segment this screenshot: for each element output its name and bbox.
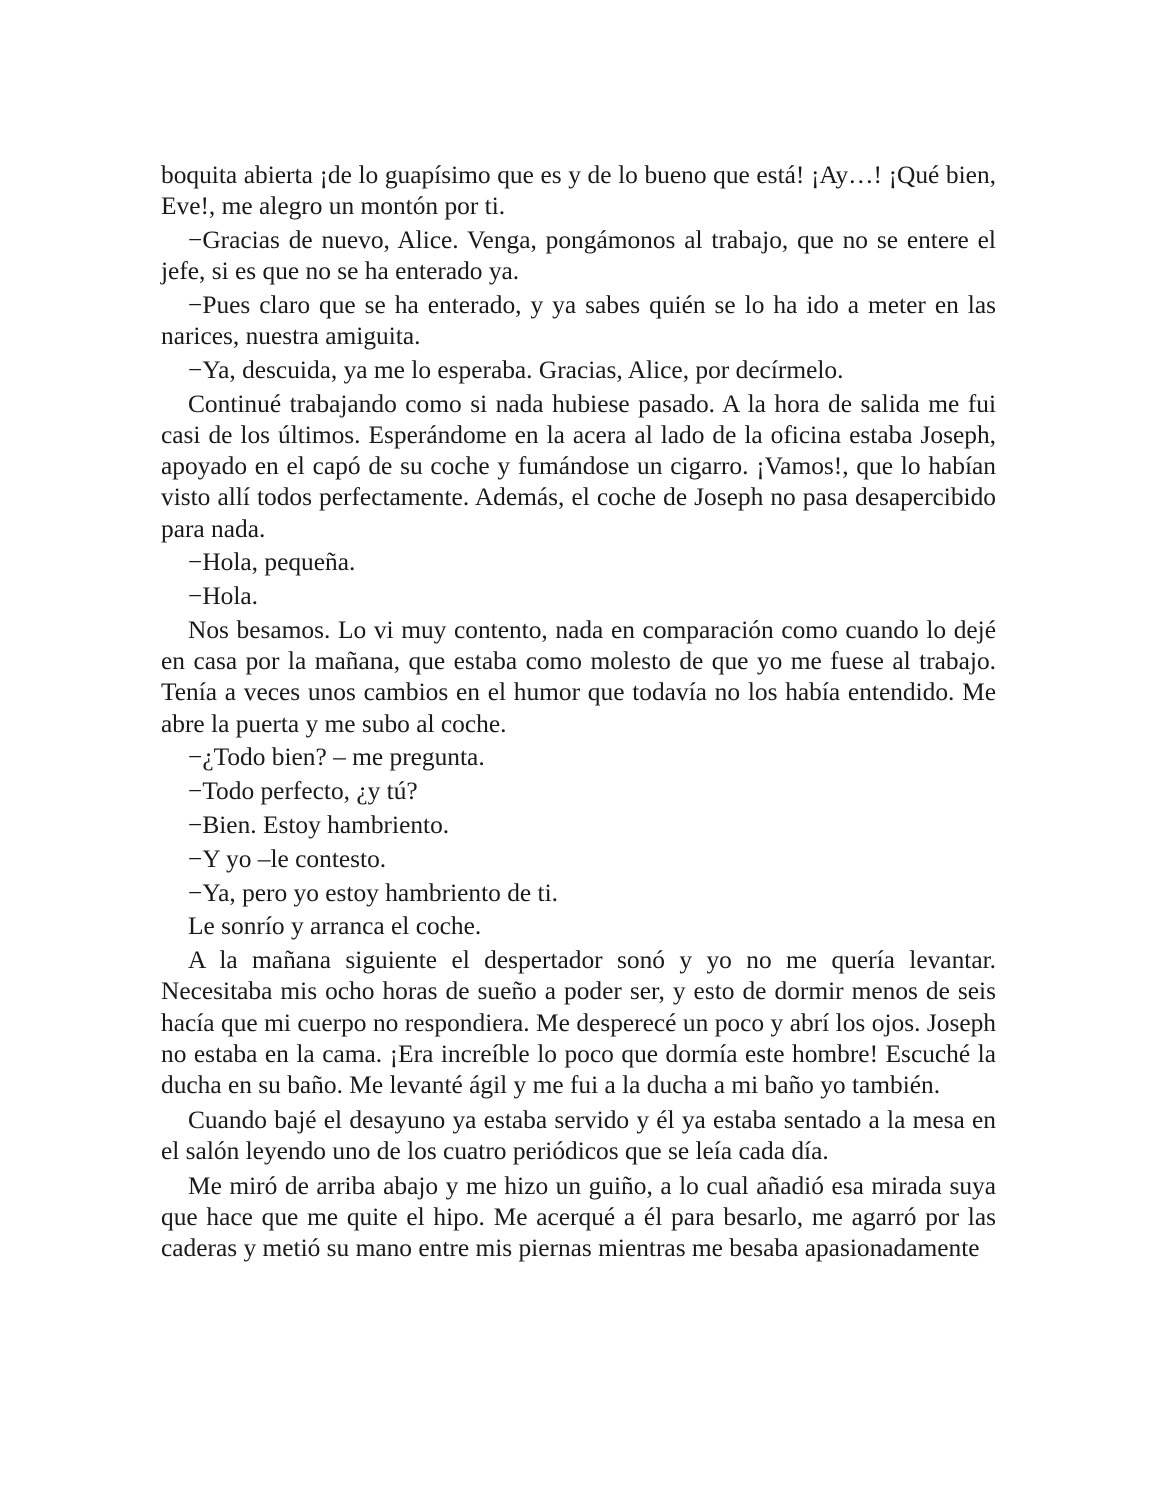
paragraph-10: −Todo perfecto, ¿y tú?	[188, 777, 418, 806]
paragraph-16: Cuando bajé el desayuno ya estaba servido y él ya estaba sentado a la mesa en el salón leyendo uno de los cuatro periódicos que se leía cada día.	[161, 1105, 996, 1165]
paragraph-3: −Pues claro que se ha enterado, y ya sabes quién se lo ha ido a meter en las narices, nuestra amiguita.	[161, 291, 996, 351]
paragraph-1: boquita abierta ¡de lo guapísimo que es y de lo bueno que está! ¡Ay…! ¡Qué bien, Eve!, me alegro un montón por ti.	[161, 161, 996, 221]
body-text	[161, 160, 996, 1267]
paragraph-7: −Hola.	[188, 582, 259, 611]
paragraph-2: −Gracias de nuevo, Alice. Venga, pongámonos al trabajo, que no se entere el jefe, si es que no se ha enterado ya.	[161, 226, 996, 286]
paragraph-14: Le sonrío y arranca el coche.	[188, 912, 482, 941]
paragraph-12: −Y yo –le contesto.	[188, 844, 387, 873]
paragraph-6: −Hola, pequeña.	[188, 548, 356, 577]
paragraph-8: Nos besamos. Lo vi muy contento, nada en comparación como cuando lo dejé en casa por la mañana, que estaba como molesto de que yo me fuese al trabajo. Tenía a veces unos cambios en el humor que todavía no los había entendido. Me abre la puerta y me subo al coche.	[161, 616, 996, 738]
paragraph-13: −Ya, pero yo estoy hambriento de ti.	[188, 878, 558, 907]
paragraph-5: Continué trabajando como si nada hubiese pasado. A la hora de salida me fui casi de los últimos. Esperándome en la acera al lado de la oficina estaba Joseph, apoyado en el capó de su coche y fumándose un cigarro. ¡Vamos!, que lo habían visto allí todos perfectamente. Además, el coche de Joseph no pasa desapercibido para nada.	[161, 389, 996, 543]
paragraph-17: Me miró de arriba abajo y me hizo un guiño, a lo cual añadió esa mirada suya que hace que me quite el hipo. Me acerqué a él para besarlo, me agarró por las caderas y metió su mano entre mis piernas mientras me besaba apasionadamente	[161, 1171, 996, 1263]
paragraph-11: −Bien. Estoy hambriento.	[188, 811, 450, 839]
paragraph-15: A la mañana siguiente el despertador sonó y yo no me quería levantar. Necesitaba mis ocho horas de sueño a poder ser, y esto de dormir menos de seis hacía que mi cuerpo no respondiera. Me desperecé un poco y abrí los ojos. Joseph no estaba en la cama. ¡Era increíble lo poco que dormía este hombre! Escuché la ducha en su baño. Me levanté ágil y me fui a la ducha a mi baño yo también.	[161, 946, 996, 1099]
paragraph-4: −Ya, descuida, ya me lo esperaba. Gracias, Alice, por decírmelo.	[188, 356, 844, 384]
paragraph-9: −¿Todo bien? – me pregunta.	[188, 743, 485, 772]
